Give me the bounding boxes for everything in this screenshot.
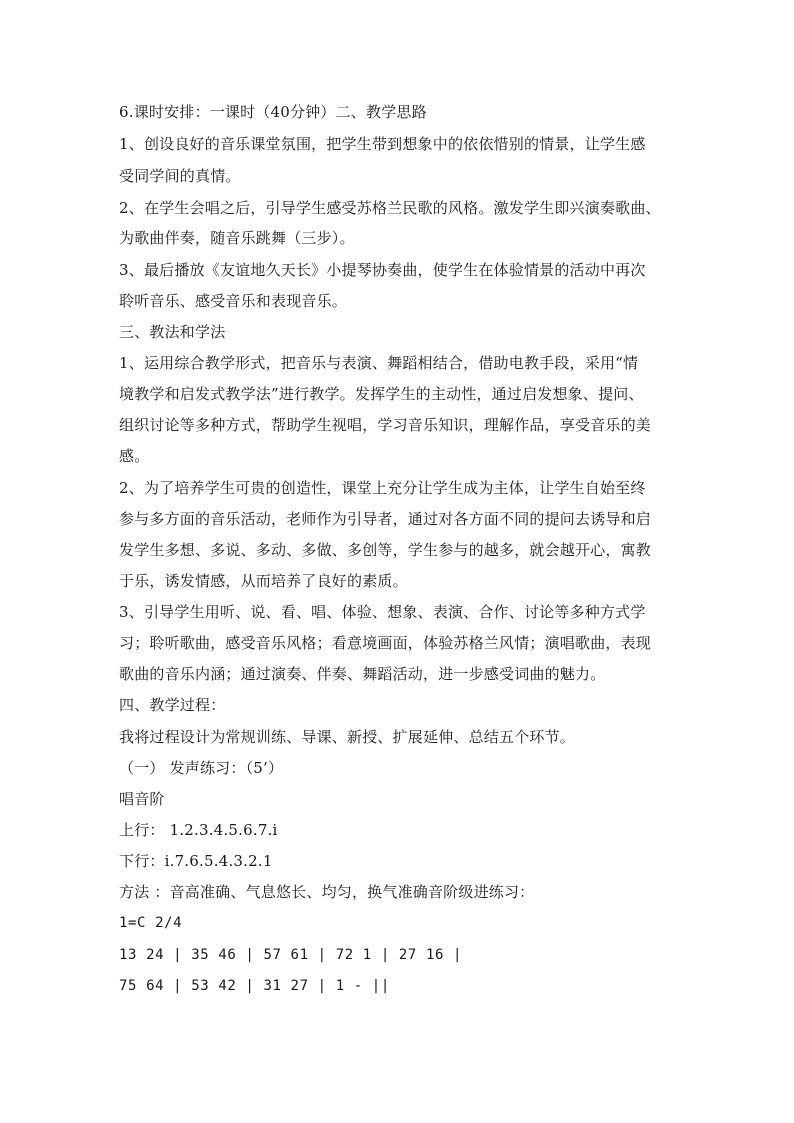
text-line: 受同学间的真情。 <box>119 167 241 185</box>
section-heading: 四、教学过程： <box>119 696 226 714</box>
notation-line: 13 24 | 35 46 | 57 61 | 72 1 | 27 16 | <box>119 947 463 963</box>
text-line: 组织讨论等多种方式，帮助学生视唱，学习音乐知识，理解作品，享受音乐的美 <box>119 416 652 434</box>
text-line: 习；聆听歌曲，感受音乐风格；看意境画面，体验苏格兰风情；演唱歌曲，表现 <box>119 634 652 652</box>
text-line: 参与多方面的音乐活动，老师作为引导者，通过对各方面不同的提问去诱导和启 <box>119 510 652 528</box>
text-line: 3、最后播放《友谊地久天长》小提琴协奏曲，使学生在体验情景的活动中再次 <box>119 261 646 279</box>
text-line: 2、为了培养学生可贵的创造性，课堂上充分让学生成为主体，让学生自始至终 <box>119 479 646 497</box>
text-line: 下行：i.7.6.5.4.3.2.1 <box>119 852 273 870</box>
text-line: 上行： 1.2.3.4.5.6.7.i <box>119 821 278 839</box>
text-line: 6.课时安排：一课时（40分钟）二、教学思路 <box>119 103 427 121</box>
text-line: 歌曲的音乐内涵；通过演奏、伴奏、舞蹈活动，进一步感受词曲的魅力。 <box>119 665 606 683</box>
text-line: 发学生多想、多说、多动、多做、多创等，学生参与的越多，就会越开心，寓教 <box>119 541 652 559</box>
text-line: 方法 ：音高准确、气息悠长、均匀，换气准确音阶级进练习： <box>119 883 535 901</box>
text-line: 为歌曲伴奏，随音乐跳舞（三步）。 <box>119 229 355 247</box>
text-line: 唱音阶 <box>119 790 165 808</box>
text-line: 1、创设良好的音乐课堂氛围，把学生带到想象中的依依惜别的情景，让学生感 <box>119 135 646 153</box>
key-signature: 1=C 2/4 <box>119 915 183 931</box>
text-line: 2、在学生会唱之后，引导学生感受苏格兰民歌的风格。激发学生即兴演奏歌曲、 <box>119 199 661 217</box>
section-heading: 三、教法和学法 <box>119 323 226 341</box>
text-line: 感。 <box>119 447 150 465</box>
text-line: 境教学和启发式教学法”进行教学。发挥学生的主动性，通过启发想象、提问、 <box>119 385 644 403</box>
text-line: 我将过程设计为常规训练、导课、新授、扩展延伸、总结五个环节。 <box>119 728 576 746</box>
notation-line: 75 64 | 53 42 | 31 27 | 1 - || <box>119 978 390 994</box>
text-line: 聆听音乐、感受音乐和表现音乐。 <box>119 292 348 310</box>
text-line: 于乐，诱发情感，从而培养了良好的素质。 <box>119 572 408 590</box>
subsection-heading: （一） 发声练习：（5’） <box>119 759 284 777</box>
text-line: 3、引导学生用听、说、看、唱、体验、想象、表演、合作、讨论等多种方式学 <box>119 603 646 621</box>
text-line: 1、运用综合教学形式，把音乐与表演、舞蹈相结合，借助电教手段，采用“情 <box>119 354 639 372</box>
